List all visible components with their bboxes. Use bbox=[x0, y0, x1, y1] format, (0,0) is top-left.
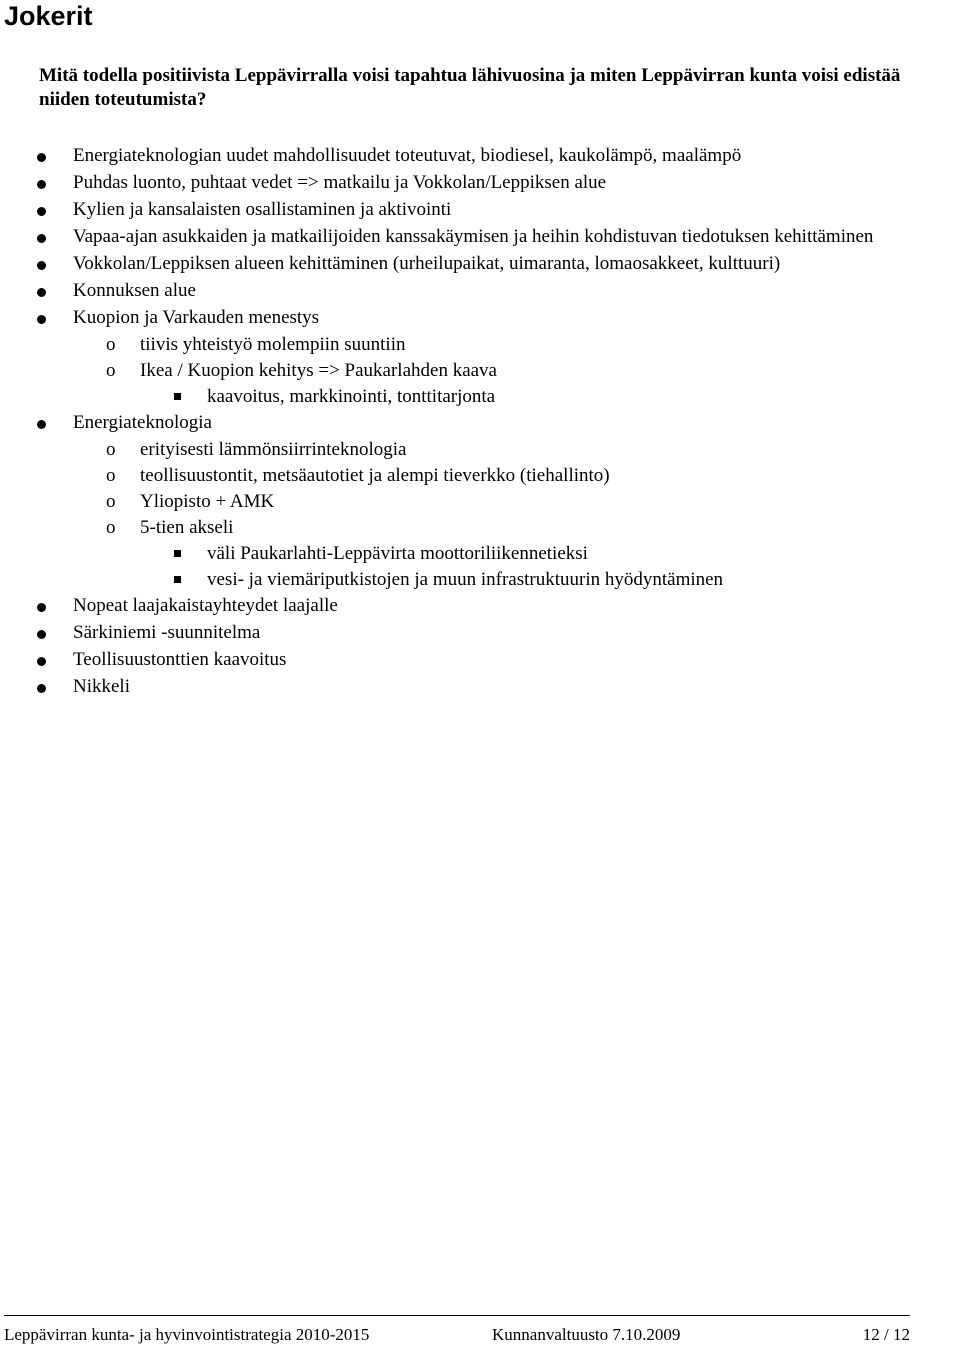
footer-meeting-date: Kunnanvaltuusto 7.10.2009 bbox=[492, 1325, 681, 1344]
list-item-text: Energiateknologia bbox=[73, 412, 212, 433]
list-item bbox=[0, 620, 960, 646]
bullet-dot-icon bbox=[37, 630, 46, 639]
list-item bbox=[0, 170, 960, 196]
list-item-text: Energiateknologian uudet mahdollisuudet toteutuvat, biodiesel, kaukolämpö, maalämpö bbox=[73, 145, 742, 166]
list-item bbox=[0, 647, 960, 673]
bullet-circle-icon: o bbox=[106, 334, 116, 355]
list-item-text: kaavoitus, markkinointi, tonttitarjonta bbox=[207, 386, 496, 407]
list-item bbox=[0, 463, 960, 489]
section-question: Mitä todella positiivista Leppävirralla voisi tapahtua lähivuosina ja miten Leppävirran kunta voisi edistää niiden toteutumista? bbox=[39, 65, 901, 110]
bullet-dot-icon bbox=[37, 288, 46, 297]
bullet-circle-icon: o bbox=[106, 517, 116, 538]
bullet-dot-icon bbox=[37, 603, 46, 612]
list-item-text: Nikkeli bbox=[73, 676, 130, 697]
list-item bbox=[0, 224, 960, 250]
list-item-text: Ikea / Kuopion kehitys => Paukarlahden kaava bbox=[140, 360, 497, 381]
list-item-text: Nopeat laajakaistayhteydet laajalle bbox=[73, 595, 338, 616]
list-item-text: vesi- ja viemäriputkistojen ja muun infrastruktuurin hyödyntäminen bbox=[207, 569, 724, 590]
bullet-dot-icon bbox=[37, 234, 46, 243]
list-item-text: Kuopion ja Varkauden menestys bbox=[73, 307, 320, 328]
list-item bbox=[0, 489, 960, 515]
bullet-circle-icon: o bbox=[106, 491, 116, 512]
list-item bbox=[0, 541, 960, 567]
bullet-dot-icon bbox=[37, 684, 46, 693]
list-item bbox=[0, 305, 960, 331]
list-item-text: teollisuustontit, metsäautotiet ja alempi tieverkko (tiehallinto) bbox=[140, 465, 610, 486]
list-item-text: Vokkolan/Leppiksen alueen kehittäminen (urheilupaikat, uimaranta, lomaosakkeet, kulttuuri) bbox=[73, 253, 781, 274]
list-item bbox=[0, 437, 960, 463]
list-item-text: Teollisuustonttien kaavoitus bbox=[73, 649, 287, 670]
list-item bbox=[0, 410, 960, 436]
bullet-circle-icon: o bbox=[106, 465, 116, 486]
list-item bbox=[0, 593, 960, 619]
list-item bbox=[0, 674, 960, 700]
bullet-circle-icon: o bbox=[106, 360, 116, 381]
bullet-dot-icon bbox=[37, 180, 46, 189]
bullet-dot-icon bbox=[37, 420, 46, 429]
list-item bbox=[0, 251, 960, 277]
footer-document-title: Leppävirran kunta- ja hyvinvointistrategia 2010-2015 bbox=[4, 1325, 370, 1344]
list-item bbox=[0, 358, 960, 384]
list-item-text: 5-tien akseli bbox=[140, 517, 234, 538]
list-item-text: Särkiniemi -suunnitelma bbox=[73, 622, 261, 643]
bullet-square-icon bbox=[174, 576, 181, 583]
bullet-dot-icon bbox=[37, 657, 46, 666]
list-item-text: erityisesti lämmönsiirrinteknologia bbox=[140, 439, 407, 460]
bullet-circle-icon: o bbox=[106, 439, 116, 460]
list-item-text: Konnuksen alue bbox=[73, 280, 196, 301]
list-item-text: Kylien ja kansalaisten osallistaminen ja aktivointi bbox=[73, 199, 452, 220]
list-item-text: Yliopisto + AMK bbox=[140, 491, 275, 512]
list-item bbox=[0, 567, 960, 593]
list-item-text: väli Paukarlahti-Leppävirta moottoriliikennetieksi bbox=[207, 543, 588, 564]
list-item bbox=[0, 332, 960, 358]
list-item bbox=[0, 197, 960, 223]
footer-page-number: 12 / 12 bbox=[862, 1325, 910, 1344]
bullet-list bbox=[0, 143, 960, 701]
list-item bbox=[0, 143, 960, 169]
list-item-text: Vapaa-ajan asukkaiden ja matkailijoiden kanssakäymisen ja heihin kohdistuvan tiedotuksen kehittäminen bbox=[73, 226, 874, 247]
page-footer bbox=[4, 1324, 910, 1346]
list-item bbox=[0, 278, 960, 304]
bullet-square-icon bbox=[174, 393, 181, 400]
bullet-dot-icon bbox=[37, 261, 46, 270]
list-item bbox=[0, 384, 960, 410]
bullet-dot-icon bbox=[37, 207, 46, 216]
list-item-text: Puhdas luonto, puhtaat vedet => matkailu ja Vokkolan/Leppiksen alue bbox=[73, 172, 607, 193]
bullet-dot-icon bbox=[37, 153, 46, 162]
bullet-square-icon bbox=[174, 550, 181, 557]
page-title: Jokerit bbox=[4, 1, 93, 31]
list-item bbox=[0, 515, 960, 541]
footer-divider bbox=[4, 1315, 910, 1316]
list-item-text: tiivis yhteistyö molempiin suuntiin bbox=[140, 334, 406, 355]
bullet-dot-icon bbox=[37, 315, 46, 324]
